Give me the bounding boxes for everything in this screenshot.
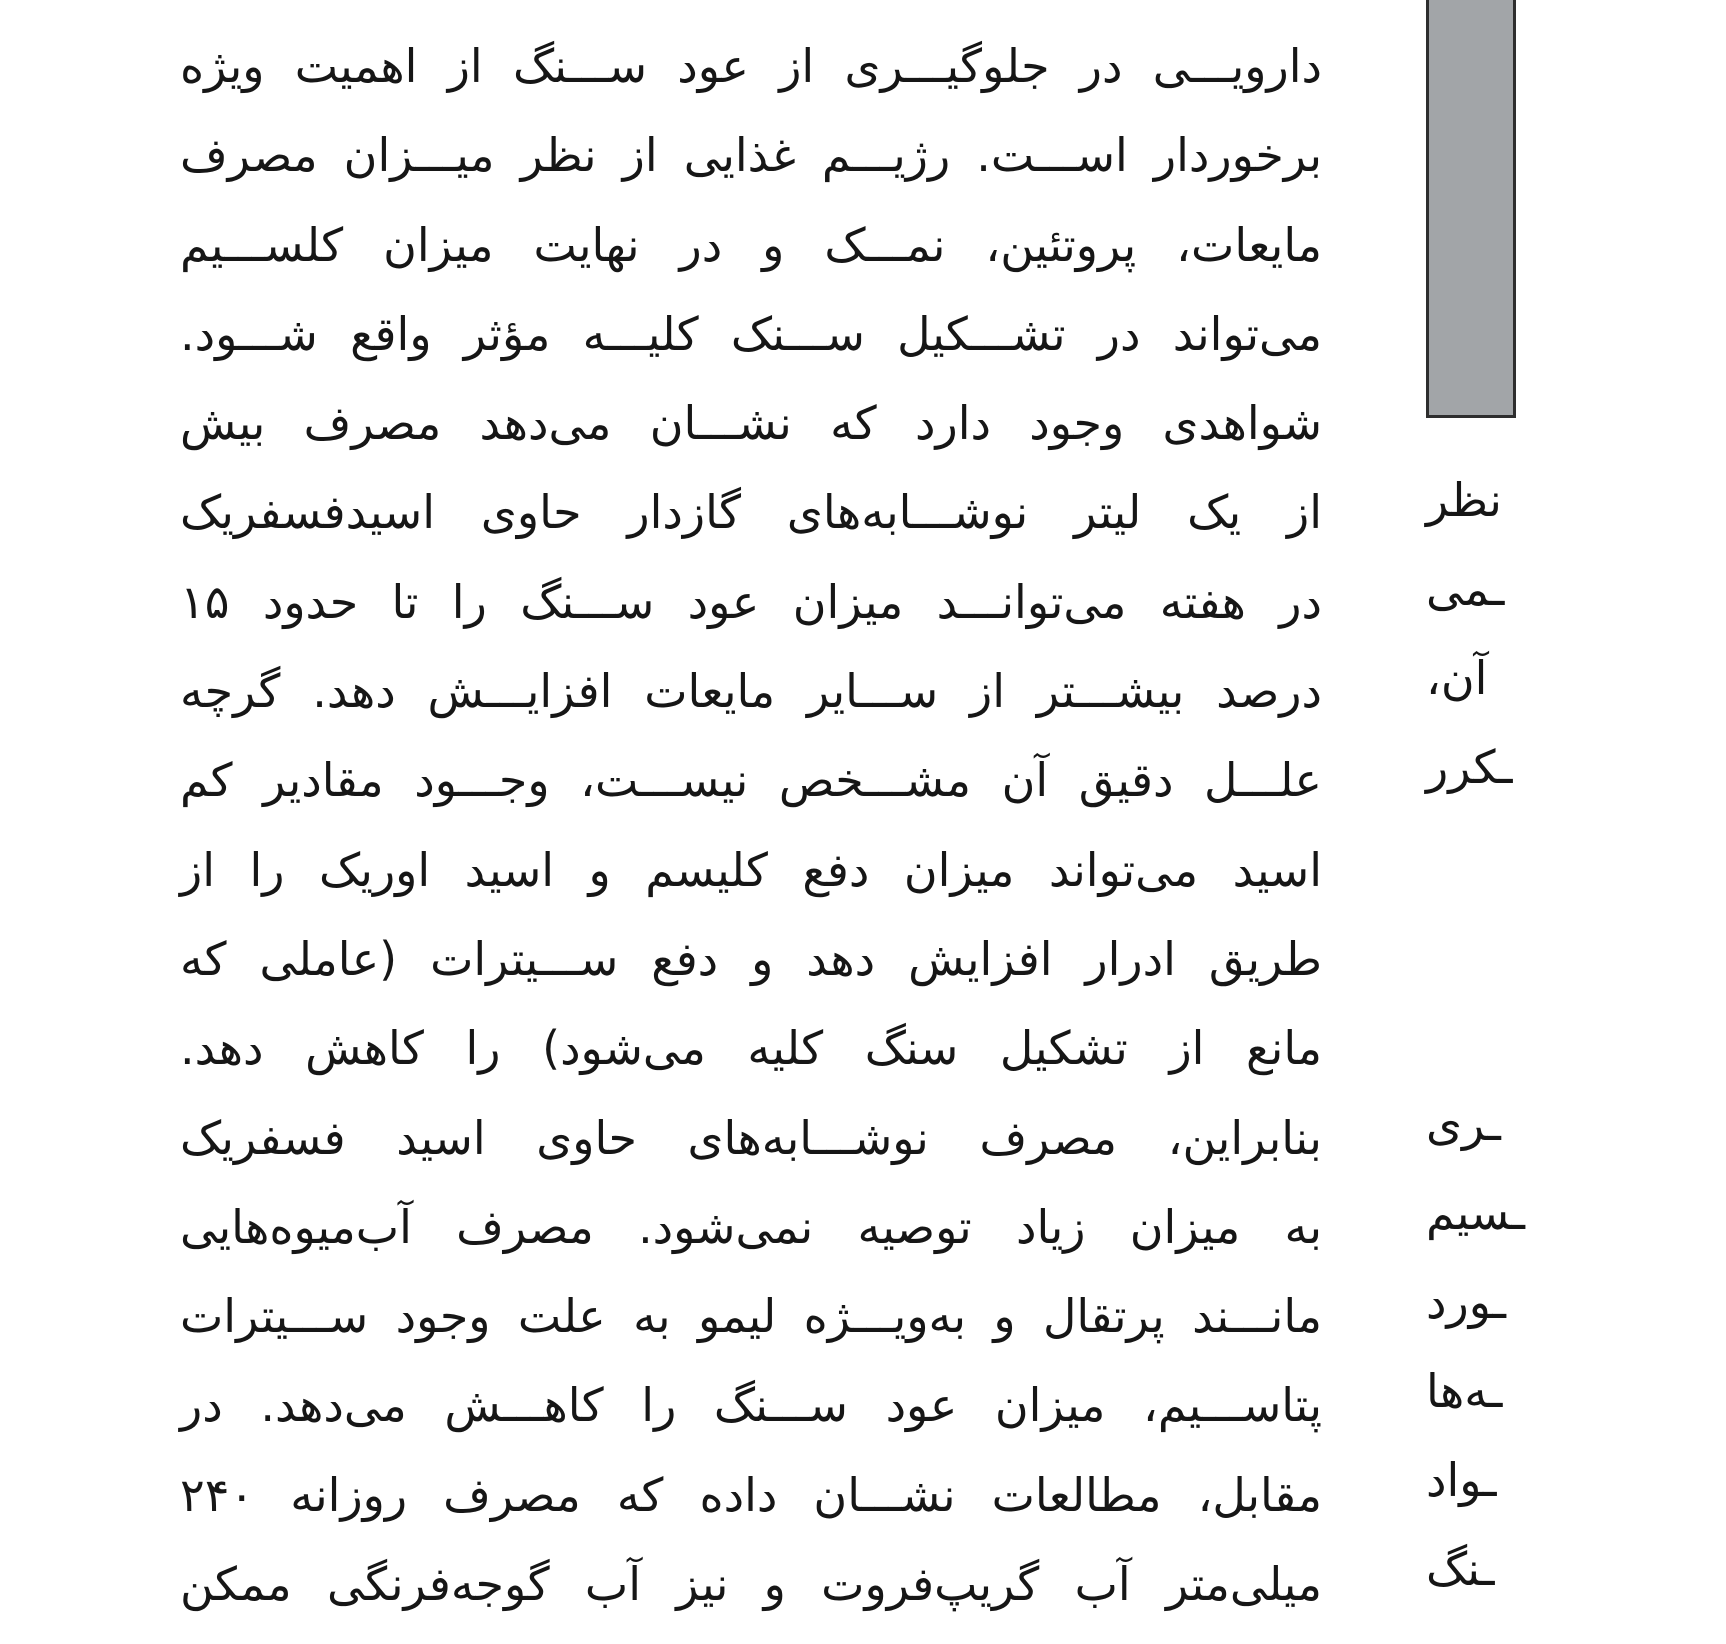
text-line: می‌تواند در تشـــکیل ســـنک کلیـــه مؤثر واقع شـــود. (180, 306, 1322, 361)
text-line: برخوردار اســـت. رژیـــم غذایی از نظر میـــزان مصرف (180, 128, 1322, 183)
text-fragment: ـسیم (1426, 1186, 1526, 1240)
text-line: شواهدی وجود دارد که نشـــان می‌دهد مصرف بیش (180, 396, 1322, 451)
text-line: مانع از تشکیل سنگ کلیه می‌شود) را کاهش دهد. (180, 1021, 1322, 1076)
text-line: مقابل، مطالعات نشـــان داده که مصرف روزانه ۲۴۰ (180, 1467, 1322, 1522)
text-fragment: ـواد (1426, 1453, 1497, 1507)
text-line: از یک لیتر نوشـــابه‌های گازدار حاوی اسیدفسفریک (180, 485, 1322, 540)
text-line: میلی‌متر آب گریپ‌فروت و نیز آب گوجه‌فرنگی ممکن (180, 1557, 1322, 1612)
text-line: در هفته می‌توانـــد میزان عود ســـنگ را تا حدود ۱۵ (180, 574, 1322, 629)
text-line: درصد بیشـــتر از ســـایر مایعات افزایـــش دهد. گرچه (180, 664, 1322, 719)
text-line: علـــل دقیق آن مشـــخص نیســـت، وجـــود مقادیر کم (180, 753, 1322, 808)
text-fragment: ـه‌ها (1426, 1364, 1503, 1418)
text-line: پتاســـیم، میزان عود ســـنگ را کاهـــش می‌دهد. در (180, 1378, 1322, 1433)
text-line: مانـــند پرتقال و به‌ویـــژه لیمو به علت وجود ســـیترات (180, 1289, 1322, 1344)
text-line: طریق ادرار افزایش دهد و دفع ســـیترات (عاملی که (180, 931, 1322, 986)
text-fragment: آن، (1426, 651, 1488, 705)
text-line: مایعات، پروتئین، نمـــک و در نهایت میزان کلســـیم (180, 217, 1322, 272)
main-text-column (180, 22, 1322, 1629)
text-fragment: ـورد (1426, 1275, 1506, 1329)
text-fragment: ـنگ (1426, 1542, 1495, 1596)
text-line: به میزان زیاد توصیه نمی‌شود. مصرف آب‌میوه‌هایی (180, 1199, 1322, 1254)
text-fragment: نظر (1426, 473, 1502, 527)
text-fragment: ـری (1426, 1097, 1501, 1151)
text-line: دارویـــی در جلوگیـــری از عود ســـنگ از اهمیت ویژه (180, 39, 1322, 93)
right-text-column (1426, 0, 1726, 1644)
text-line: اسید می‌تواند میزان دفع کلیسم و اسید اوریک را از (180, 842, 1322, 897)
text-fragment: ـمی (1426, 562, 1505, 616)
text-fragment: ـکرر (1426, 740, 1513, 794)
text-line: بنابراین، مصرف نوشـــابه‌های حاوی اسید فسفریک (180, 1110, 1322, 1165)
